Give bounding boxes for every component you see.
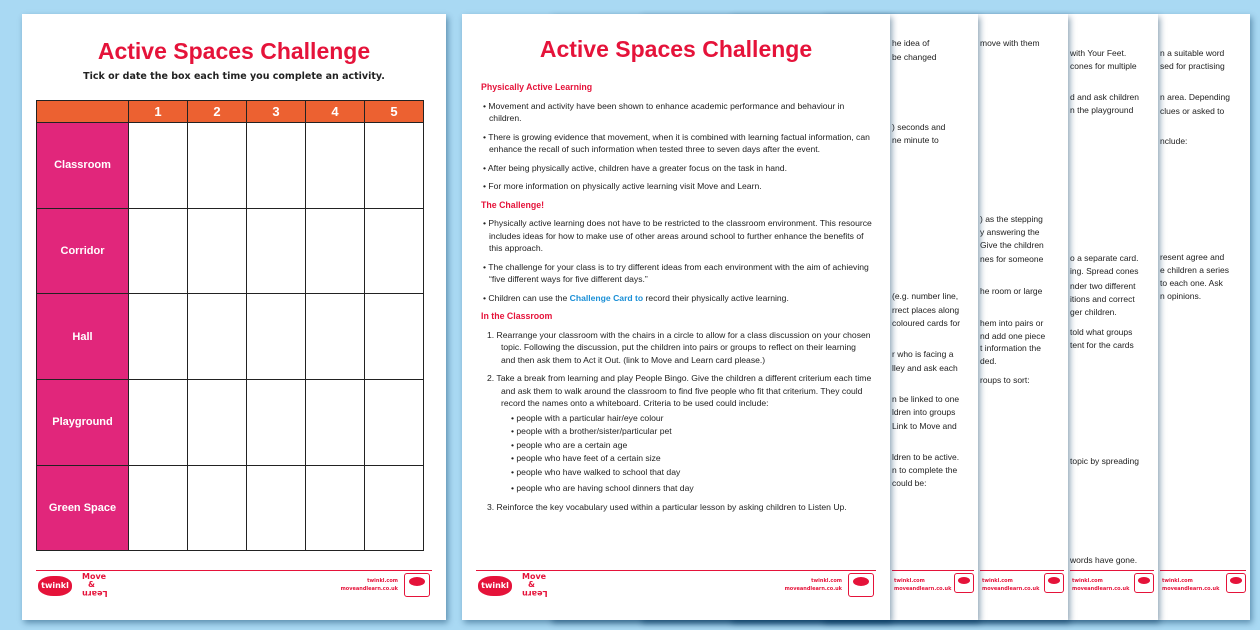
section-heading: Physically Active Learning (481, 82, 593, 92)
tick-box[interactable] (365, 294, 424, 380)
page-text-line: n a suitable word (1160, 48, 1225, 58)
page-text-line: words have gone. (1070, 555, 1138, 565)
tick-box[interactable] (247, 123, 306, 209)
tick-box[interactable] (365, 465, 424, 551)
footer-urls (1162, 577, 1219, 593)
tick-box[interactable] (129, 380, 188, 466)
tick-box[interactable] (129, 208, 188, 294)
logo-text: & (528, 580, 535, 589)
quality-badge-icon (1226, 573, 1246, 593)
twinkl-url[interactable]: twinkl.com (1072, 578, 1103, 584)
moveandlearn-url[interactable]: moveandlearn.co.uk (1072, 586, 1130, 592)
page-text-line: Link to Move and (892, 421, 957, 431)
page-text-line: with Your Feet. (1070, 48, 1127, 58)
tick-box[interactable] (365, 208, 424, 294)
tick-box[interactable] (247, 380, 306, 466)
tick-box[interactable] (247, 208, 306, 294)
tick-box[interactable] (306, 465, 365, 551)
tick-box[interactable] (188, 380, 247, 466)
moveandlearn-url[interactable]: moveandlearn.co.uk (1162, 586, 1220, 592)
twinkl-url[interactable]: twinkl.com (894, 578, 925, 584)
tick-box[interactable] (188, 208, 247, 294)
page-text-line: nd add one piece (980, 331, 1046, 341)
logo-text: Move (82, 572, 107, 581)
page-text-line: ne minute to (892, 135, 939, 145)
page-text-line: roups to sort: (980, 375, 1030, 385)
page-text-line: topic by spreading (1070, 456, 1139, 466)
page-text-line: coloured cards for (892, 318, 961, 328)
logo-text: & (88, 580, 95, 589)
list-item: • people with a brother/sister/particular pet (481, 425, 872, 438)
tick-box[interactable] (129, 465, 188, 551)
quality-badge-icon (848, 573, 874, 597)
table-row (37, 123, 424, 209)
numbered-item: 3. Reinforce the key vocabulary used within a particular lesson by asking children to Listen Up. (487, 501, 847, 512)
moveandlearn-url[interactable]: moveandlearn.co.uk (982, 586, 1040, 592)
page-text-line: n area. Depending (1160, 92, 1230, 102)
page-text-line: n the playground (1070, 105, 1134, 115)
tick-box[interactable] (365, 123, 424, 209)
moveandlearn-url[interactable]: moveandlearn.co.uk (340, 586, 398, 592)
table-row (37, 294, 424, 380)
guide-page (462, 14, 890, 620)
footer-urls (341, 577, 398, 593)
guide-title: Active Spaces Challenge (539, 36, 813, 62)
move-and-learn-logo (82, 573, 108, 597)
text: Children can use the (488, 292, 570, 303)
worksheet-title: Active Spaces Challenge (97, 38, 371, 64)
page-text-line: ded. (980, 356, 997, 366)
tick-box[interactable] (306, 208, 365, 294)
page-text-line: ) seconds and (892, 122, 946, 132)
text: record their physically active learning. (643, 292, 789, 303)
twinkl-url[interactable]: twinkl.com (1162, 578, 1193, 584)
page-text-line: itions and correct (1070, 294, 1135, 304)
move-and-learn-logo (522, 573, 548, 597)
page-text-line: be changed (892, 52, 937, 62)
table-row (37, 208, 424, 294)
list-item: • people with a particular hair/eye colour (481, 412, 872, 425)
page-text-line: d and ask children (1070, 92, 1139, 102)
col-header: 5 (365, 101, 424, 123)
page-text-line: he room or large (980, 286, 1043, 296)
moveandlearn-url[interactable]: moveandlearn.co.uk (894, 586, 952, 592)
footer-urls (982, 577, 1039, 593)
page-text-line: ) as the stepping (980, 214, 1043, 224)
page-text-line: hem into pairs or (980, 318, 1044, 328)
numbered-item: 2. Take a break from learning and play People Bingo. Give the children a different criterium each time and ask them to walk around the classroom to find five people who fit that criterium. They could record the names onto a whiteboard. Criteria to be used could include: (487, 373, 872, 408)
list-item: • people who have feet of a certain size (481, 452, 872, 465)
page-text-line: move with them (980, 38, 1040, 48)
page-text-line: nclude: (1160, 136, 1188, 146)
page-text-line: lley and ask each (892, 363, 958, 373)
numbered-item: 1. Rearrange your classroom with the chairs in a circle to allow for a class discussion on your chosen topic. Following the discussion, put the children into pairs or groups to reflect on their learning and then ask them to Act it Out. (link to Move and Learn card please.) (487, 329, 871, 365)
col-header: 4 (306, 101, 365, 123)
footer-urls (785, 577, 842, 593)
list-item: • After being physically active, children have a greater focus on the task in hand. (483, 162, 787, 173)
list-item: • For more information on physically active learning visit Move and Learn. (483, 181, 762, 191)
col-header: 1 (129, 101, 188, 123)
list-item: • Physically active learning does not have to be restricted to the classroom environment. This resource includes ideas for how to make use of other areas around school to further enhance the benefits of this approach. (483, 218, 872, 253)
list-item: • Children can use the Challenge Card to record their physically active learning. (483, 292, 789, 303)
tick-box[interactable] (129, 294, 188, 380)
page-text-line: rrect places along (892, 305, 960, 315)
tick-box[interactable] (306, 123, 365, 209)
page-text-line: cones for multiple (1070, 61, 1137, 71)
page-text-line: e children a series (1160, 265, 1229, 275)
twinkl-url[interactable]: twinkl.com (367, 578, 398, 584)
page-text-line: (e.g. number line, (892, 291, 959, 301)
row-label: Hall (37, 294, 129, 380)
page-text-line: clues or asked to (1160, 106, 1225, 116)
tick-box[interactable] (188, 294, 247, 380)
page-text-line: resent agree and (1160, 252, 1225, 262)
list-item: • people who are having school dinners that day (481, 482, 872, 495)
worksheet-subtitle: Tick or date the box each time you complete an activity. (83, 71, 385, 82)
twinkl-url[interactable]: twinkl.com (811, 578, 842, 584)
page-text-line: ing. Spread cones (1070, 266, 1139, 276)
page-text-line: n be linked to one (892, 394, 960, 404)
table-row (37, 465, 424, 551)
col-header: 2 (188, 101, 247, 123)
page-text-line: he idea of (892, 38, 930, 48)
tick-box[interactable] (188, 123, 247, 209)
list-item: • people who have walked to school that day (481, 466, 872, 479)
list-item: • Movement and activity have been shown to enhance academic performance and behaviour in children. (483, 100, 845, 123)
challenge-card-link[interactable]: Challenge Card to (569, 292, 644, 303)
logo-text: Move (522, 572, 547, 581)
tick-box[interactable] (365, 380, 424, 466)
tick-box[interactable] (247, 294, 306, 380)
moveandlearn-url[interactable]: moveandlearn.co.uk (784, 586, 842, 592)
quality-badge-icon (1044, 573, 1064, 593)
twinkl-url[interactable]: twinkl.com (982, 578, 1013, 584)
page-text-line: o a separate card. (1070, 253, 1139, 263)
tick-box[interactable] (247, 465, 306, 551)
row-label: Green Space (37, 465, 129, 551)
tick-box[interactable] (129, 123, 188, 209)
page-footer (476, 570, 876, 600)
challenge-table (36, 100, 424, 551)
page-footer (1070, 570, 1154, 600)
page-text-line: nes for someone (980, 254, 1044, 264)
tick-box[interactable] (306, 380, 365, 466)
page-text-line: tent for the cards (1070, 340, 1134, 350)
twinkl-logo: twinkl (478, 576, 512, 596)
quality-badge-icon (954, 573, 974, 593)
list-item: • people who are a certain age (481, 439, 872, 452)
tick-box[interactable] (306, 294, 365, 380)
page-footer (1160, 570, 1246, 600)
quality-badge-icon (1134, 573, 1154, 593)
page-text-line: y answering the (980, 227, 1040, 237)
row-label: Corridor (37, 208, 129, 294)
section-heading: The Challenge! (481, 199, 545, 210)
page-text-line: t information the (980, 343, 1041, 353)
footer-urls (894, 577, 951, 593)
footer-urls (1072, 577, 1129, 593)
list-item: • There is growing evidence that movement, when it is combined with learning factual information, can enhance the recall of such information when tested three to seven days after the event. (483, 131, 870, 154)
list-item: • The challenge for your class is to try different ideas from each environment with the aim of achieving “five different ways for five different days.” (483, 261, 869, 284)
page-text-line: ldren to be active. (892, 452, 960, 462)
page-text-line: sed for practising (1160, 61, 1225, 71)
page-text-line: r who is facing a (892, 349, 954, 359)
page-text-line: to each one. Ask (1160, 278, 1223, 288)
page-footer (36, 570, 432, 600)
table-header-row (37, 101, 424, 123)
page-text-line: ger children. (1070, 307, 1117, 317)
page-text-line: nder two different (1070, 281, 1136, 291)
logo-text: Learn (82, 589, 108, 598)
tick-box[interactable] (188, 465, 247, 551)
page-text-line: n to complete the (892, 465, 958, 475)
worksheet-page (22, 14, 446, 620)
table-row (37, 380, 424, 466)
page-text-line: ldren into groups (892, 407, 956, 417)
page-text-line: n opinions. (1160, 291, 1202, 301)
col-header: 3 (247, 101, 306, 123)
logo-text: Learn (522, 589, 548, 598)
page-text-line: Give the children (980, 240, 1044, 250)
quality-badge-icon (404, 573, 430, 597)
page-footer (980, 570, 1064, 600)
row-label: Classroom (37, 123, 129, 209)
twinkl-logo: twinkl (38, 576, 72, 596)
header-corner (37, 101, 129, 123)
page-text-line: could be: (892, 478, 927, 488)
row-label: Playground (37, 380, 129, 466)
page-text-line: told what groups (1070, 327, 1133, 337)
section-heading: In the Classroom (481, 311, 553, 321)
page-footer (892, 570, 974, 600)
